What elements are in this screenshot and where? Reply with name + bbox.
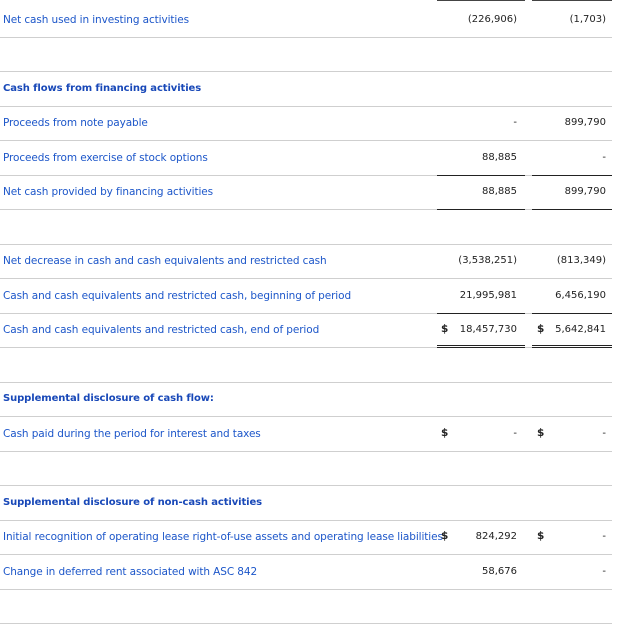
value-col2: 6,456,190 <box>555 290 606 301</box>
subtotal-underline-col2 <box>532 209 612 210</box>
value-col1: 824,292 <box>475 531 517 542</box>
value-col1: 88,885 <box>482 186 517 197</box>
spacer-row <box>0 590 612 624</box>
table-row <box>0 314 612 348</box>
value-col1: 58,676 <box>482 566 517 577</box>
value-col2: 899,790 <box>564 117 606 128</box>
spacer-row <box>0 452 612 486</box>
total-underline-col1 <box>437 345 525 348</box>
table-row <box>0 245 612 279</box>
row-divider <box>0 140 612 141</box>
value-col2: - <box>602 428 606 439</box>
row-divider <box>0 485 612 486</box>
currency-symbol-col2: $ <box>537 427 545 439</box>
row-label: Proceeds from note payable <box>3 117 148 129</box>
row-label: Proceeds from exercise of stock options <box>3 152 208 164</box>
row-label: Change in deferred rent associated with ASC 842 <box>3 566 258 578</box>
value-col1: - <box>513 117 517 128</box>
row-label: Net cash used in investing activities <box>3 14 189 26</box>
top-underline-col1 <box>437 0 525 1</box>
spacer-row <box>0 211 612 245</box>
currency-symbol-col1: $ <box>441 427 449 439</box>
section-header-row <box>0 487 612 521</box>
table-row <box>0 4 612 38</box>
row-label: Cash paid during the period for interest and taxes <box>3 428 261 440</box>
value-col1: (226,906) <box>467 14 517 25</box>
total-underline-col2 <box>532 345 612 348</box>
table-row <box>0 142 612 176</box>
currency-symbol-col2: $ <box>537 530 545 542</box>
row-divider <box>0 623 612 624</box>
row-divider <box>0 71 612 72</box>
value-col2: - <box>602 566 606 577</box>
row-label: Initial recognition of operating lease right-of-use assets and operating lease liabilities <box>3 531 443 543</box>
row-divider <box>0 278 612 279</box>
table-row <box>0 176 612 210</box>
row-divider <box>0 554 612 555</box>
row-label: Cash and cash equivalents and restricted cash, end of period <box>3 324 320 336</box>
section-header-row <box>0 383 612 417</box>
row-label: Cash and cash equivalents and restricted cash, beginning of period <box>3 290 352 302</box>
value-col1: 21,995,981 <box>459 290 517 301</box>
section-heading: Cash flows from financing activities <box>3 83 202 94</box>
subtotal-underline-col1 <box>437 209 525 210</box>
value-col1: 18,457,730 <box>459 324 517 335</box>
section-heading: Supplemental disclosure of non-cash activities <box>3 497 262 508</box>
table-row <box>0 280 612 314</box>
top-underline-col2 <box>532 0 612 1</box>
table-row <box>0 107 612 141</box>
section-heading: Supplemental disclosure of cash flow: <box>3 393 214 404</box>
currency-symbol-col1: $ <box>441 530 449 542</box>
spacer-row <box>0 38 612 72</box>
value-col1: (3,538,251) <box>458 255 517 266</box>
table-row <box>0 556 612 590</box>
currency-symbol-col1: $ <box>441 323 449 335</box>
row-label: Net cash provided by financing activities <box>3 186 214 198</box>
table-row <box>0 418 612 452</box>
value-col2: - <box>602 152 606 163</box>
value-col2: - <box>602 531 606 542</box>
value-col1: - <box>513 428 517 439</box>
value-col2: (1,703) <box>569 14 606 25</box>
value-col2: (813,349) <box>556 255 606 266</box>
value-col1: 88,885 <box>482 152 517 163</box>
spacer-row <box>0 349 612 383</box>
row-divider <box>0 416 612 417</box>
currency-symbol-col2: $ <box>537 323 545 335</box>
table-row <box>0 521 612 555</box>
section-header-row <box>0 73 612 107</box>
value-col2: 899,790 <box>564 186 606 197</box>
row-label: Net decrease in cash and cash equivalents and restricted cash <box>3 255 327 267</box>
value-col2: 5,642,841 <box>555 324 606 335</box>
